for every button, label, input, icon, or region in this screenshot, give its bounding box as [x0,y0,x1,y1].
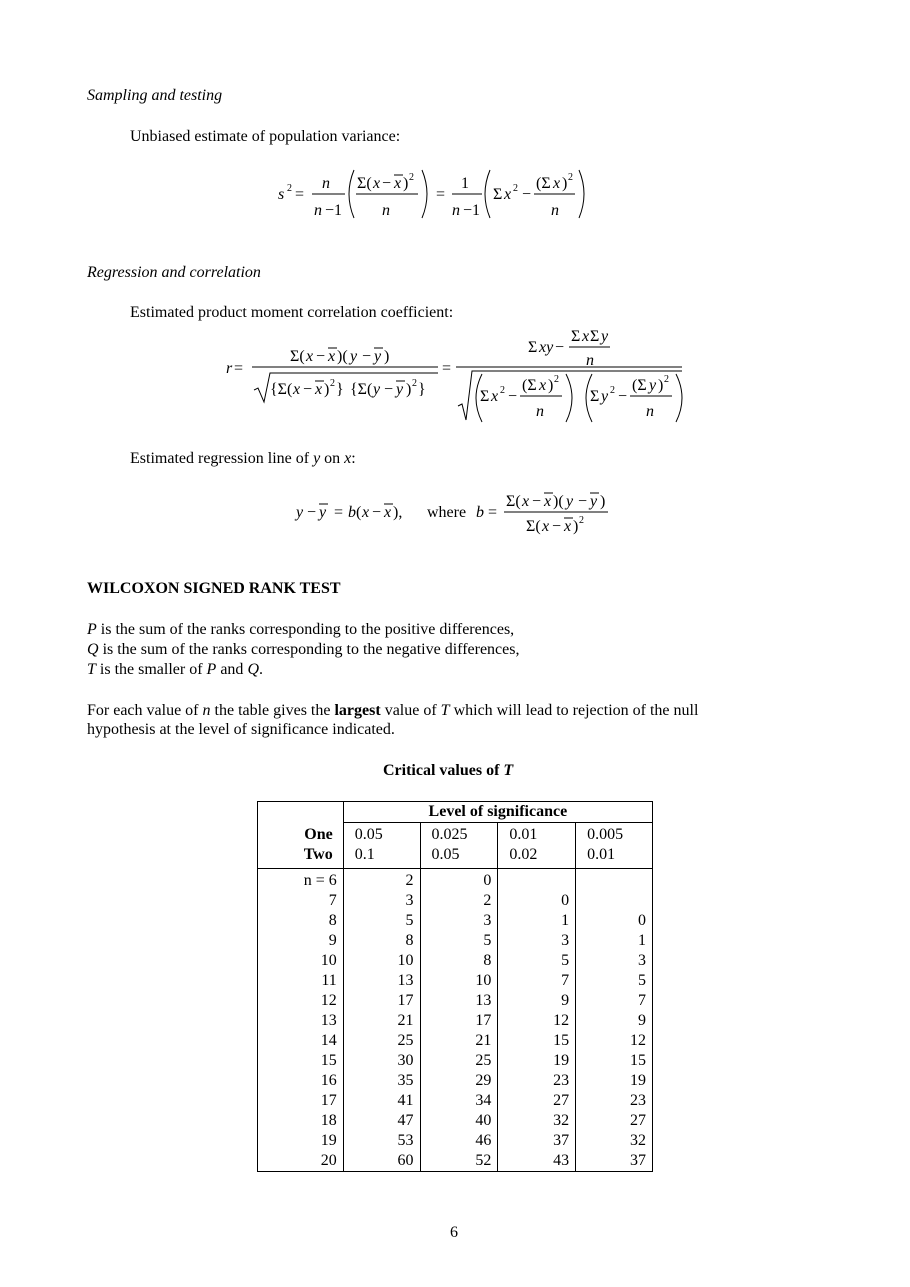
svg-text:−: − [362,348,372,365]
para-symbol-n: n [202,702,211,719]
svg-text:y: y [601,328,609,345]
svg-text:−: − [303,381,313,398]
svg-text:y: y [590,493,598,510]
svg-text:Σ: Σ [493,186,503,203]
one-tail-value: 0.01 [498,823,576,846]
critical-value-cell: 3 [343,891,420,911]
svg-text:): ) [573,518,579,535]
critical-value-cell: 34 [420,1091,498,1111]
table-row [258,1091,653,1111]
regline-intro-text: Estimated regression line of [130,450,314,467]
definition-t [87,661,263,679]
table-description-line2: hypothesis at the level of significance indicated. [87,721,395,738]
correlation-intro: Estimated product moment correlation coefficient: [130,304,454,321]
svg-text:{Σ(: {Σ( [270,381,293,398]
svg-text:n: n [646,403,654,420]
svg-text:)(: )( [553,493,564,510]
critical-value-cell: 7 [498,971,576,991]
critical-value-cell: 29 [420,1071,498,1091]
svg-text:),: ), [393,504,403,521]
two-tail-value: 0.05 [420,845,498,869]
critical-value-cell: 13 [343,971,420,991]
critical-value-cell: 12 [576,1031,653,1051]
critical-value-cell: 17 [343,991,420,1011]
critical-value-cell: 10 [420,971,498,991]
table-row [258,1071,653,1091]
table-row [258,911,653,931]
critical-value-cell: 19 [576,1071,653,1091]
critical-value-cell: 1 [576,931,653,951]
svg-text:y: y [373,381,381,398]
para-symbol-t: T [440,702,450,719]
svg-text:−: − [508,388,518,405]
regline-intro-colon: : [351,450,356,467]
regline-intro-y: y [313,450,321,467]
n-value-cell: 17 [258,1091,344,1111]
svg-text:−: − [372,504,382,521]
svg-text:2: 2 [664,374,669,385]
critical-value-cell: 35 [343,1071,420,1091]
critical-value-cell: 52 [420,1151,498,1172]
two-tail-label: Two [258,845,344,869]
svg-text:=: = [488,504,498,521]
svg-text:2: 2 [409,172,414,183]
n-value-cell: 10 [258,951,344,971]
svg-text:Σ(: Σ( [357,175,372,192]
svg-text:x: x [522,493,530,510]
svg-text:2: 2 [287,183,292,194]
table-caption [383,762,513,780]
table-row [258,1051,653,1071]
n-value-cell: 11 [258,971,344,991]
svg-text:n: n [314,202,322,219]
svg-text:): ) [403,175,409,192]
critical-value-cell: 2 [420,891,498,911]
svg-text:(Σ: (Σ [536,175,551,192]
where-label: where [427,504,467,521]
svg-text:r: r [226,360,233,377]
definition-p [87,621,514,639]
n-value-cell: 19 [258,1131,344,1151]
one-tail-value: 0.025 [420,823,498,846]
definition-p-text: is the sum of the ranks corresponding to the positive differences, [96,621,515,638]
level-of-significance-header: Level of significance [343,802,652,823]
regline-intro-x: x [344,450,352,467]
svg-text:Σ: Σ [480,388,490,405]
critical-value-cell: 32 [498,1111,576,1131]
critical-value-cell: 21 [420,1031,498,1051]
symbol-p: P [87,621,97,638]
svg-text:x: x [539,377,547,394]
critical-value-cell: 27 [498,1091,576,1111]
definition-q [87,641,519,659]
svg-text:): ) [600,493,606,510]
critical-value-cell [498,869,576,892]
svg-text:): ) [324,381,330,398]
n-value-cell: 7 [258,891,344,911]
svg-text:n: n [322,175,330,192]
variance-formula [270,166,600,222]
critical-value-cell: 0 [420,869,498,892]
n-value-cell: 8 [258,911,344,931]
svg-text:=: = [334,504,344,521]
svg-text:2: 2 [513,183,518,194]
svg-text:): ) [562,175,568,192]
svg-text:−: − [618,388,628,405]
svg-text:(Σ: (Σ [522,377,537,394]
svg-text:−: − [384,381,394,398]
table-description-line1 [87,702,698,720]
critical-value-cell: 21 [343,1011,420,1031]
critical-value-cell: 5 [343,911,420,931]
svg-text:Σ(: Σ( [526,518,541,535]
para-text-c: value of [380,702,441,719]
one-tail-value: 0.05 [343,823,420,846]
svg-text:x: x [384,504,392,521]
n-value-cell: 12 [258,991,344,1011]
svg-text:−: − [316,348,326,365]
section-title-regression: Regression and correlation [87,264,261,281]
n-value-cell: 13 [258,1011,344,1031]
critical-value-cell: 41 [343,1091,420,1111]
svg-text:2: 2 [330,378,335,389]
svg-text:Σ(: Σ( [290,348,305,365]
svg-text:−: − [578,493,588,510]
svg-text:Σ: Σ [590,328,600,345]
critical-value-cell: 37 [576,1151,653,1172]
symbol-q: Q [87,641,99,658]
definition-q-text: is the sum of the ranks corresponding to the negative differences, [98,641,520,658]
table-row [258,1011,653,1031]
svg-text:(: ( [356,504,362,521]
svg-text:{Σ(: {Σ( [350,381,373,398]
svg-text:xy: xy [539,339,554,356]
svg-text:−: − [522,186,532,203]
symbol-p-ref: P [206,661,217,678]
svg-text:−1: −1 [325,202,343,219]
critical-value-cell [576,869,653,892]
para-text-b: the table gives the [210,702,335,719]
svg-text:n: n [382,202,390,219]
critical-value-cell: 53 [343,1131,420,1151]
n-value-cell: 14 [258,1031,344,1051]
critical-value-cell: 43 [498,1151,576,1172]
svg-text:2: 2 [568,172,573,183]
svg-text:x: x [373,175,381,192]
correlation-formula [220,324,690,428]
table-row [258,1131,653,1151]
regression-formula [290,486,620,538]
svg-text:Σ: Σ [590,388,600,405]
critical-value-cell: 7 [576,991,653,1011]
table-row [258,1151,653,1172]
one-tail-label: One [258,823,344,846]
critical-value-cell: 0 [498,891,576,911]
svg-text:x: x [504,186,512,203]
critical-value-cell: 1 [498,911,576,931]
svg-text:n: n [551,202,559,219]
critical-value-cell: 15 [498,1031,576,1051]
critical-value-cell: 9 [498,991,576,1011]
svg-text:(Σ: (Σ [632,377,647,394]
critical-value-cell: 60 [343,1151,420,1172]
n-value-cell: 9 [258,931,344,951]
critical-value-cell: 12 [498,1011,576,1031]
definition-t-end: . [259,661,263,678]
svg-text:x: x [542,518,550,535]
table-row [258,931,653,951]
critical-value-cell: 23 [576,1091,653,1111]
svg-text:=: = [234,360,244,377]
svg-text:): ) [548,377,554,394]
para-text-a: For each value of [87,702,203,719]
critical-value-cell: 8 [420,951,498,971]
critical-value-cell: 15 [576,1051,653,1071]
svg-text:Σ(: Σ( [506,493,521,510]
section-title-sampling: Sampling and testing [87,87,223,104]
svg-text:): ) [658,377,664,394]
n-value-cell: 20 [258,1151,344,1172]
svg-text:n: n [586,352,594,369]
svg-text:n: n [452,202,460,219]
critical-value-cell: 19 [498,1051,576,1071]
table-row [258,951,653,971]
svg-text:−: − [307,504,317,521]
svg-text:−1: −1 [463,202,481,219]
two-tail-value: 0.01 [576,845,653,869]
critical-value-cell: 3 [498,931,576,951]
critical-value-cell: 8 [343,931,420,951]
table-caption-text: Critical values of [383,762,504,779]
svg-text:b: b [476,504,484,521]
critical-value-cell: 37 [498,1131,576,1151]
critical-value-cell [576,891,653,911]
critical-value-cell: 27 [576,1111,653,1131]
svg-text:−: − [532,493,542,510]
svg-text:y: y [350,348,358,365]
svg-text:y: y [396,381,404,398]
svg-text:): ) [406,381,412,398]
svg-text:=: = [295,186,305,203]
corner-cell [258,802,344,823]
svg-text:=: = [442,360,452,377]
table-row [258,991,653,1011]
svg-text:−: − [552,518,562,535]
para-text-d: which will lead to rejection of the null [449,702,699,719]
svg-text:x: x [544,493,552,510]
page-number: 6 [450,1224,458,1241]
svg-text:2: 2 [412,378,417,389]
svg-text:x: x [491,388,499,405]
critical-value-cell: 32 [576,1131,653,1151]
critical-value-cell: 9 [576,1011,653,1031]
table-row [258,1031,653,1051]
definition-t-text: is the smaller of [95,661,207,678]
svg-text:}: } [418,381,426,398]
para-largest: largest [334,702,381,719]
svg-text:x: x [293,381,301,398]
table-caption-t: T [503,762,514,779]
table-row [258,891,653,911]
svg-text:x: x [328,348,336,365]
critical-value-cell: 5 [576,971,653,991]
critical-value-cell: 40 [420,1111,498,1131]
svg-text:2: 2 [500,385,505,396]
critical-values-table [257,801,653,1172]
svg-text:2: 2 [579,515,584,526]
critical-value-cell: 46 [420,1131,498,1151]
svg-text:y: y [374,348,382,365]
svg-text:y: y [649,377,657,394]
svg-text:y: y [566,493,574,510]
critical-value-cell: 25 [420,1051,498,1071]
svg-text:−: − [555,339,565,356]
one-tail-value: 0.005 [576,823,653,846]
svg-text:1: 1 [461,175,469,192]
variance-intro: Unbiased estimate of population variance: [130,128,401,145]
svg-text:n: n [536,403,544,420]
critical-value-cell: 3 [420,911,498,931]
critical-value-cell: 25 [343,1031,420,1051]
two-tail-value: 0.1 [343,845,420,869]
critical-value-cell: 0 [576,911,653,931]
svg-text:)(: )( [337,348,348,365]
critical-value-cell: 5 [420,931,498,951]
regline-intro [130,450,356,468]
svg-text:Σ: Σ [528,339,538,356]
svg-text:2: 2 [554,374,559,385]
n-value-cell: 18 [258,1111,344,1131]
wilcoxon-heading: WILCOXON SIGNED RANK TEST [87,580,341,597]
svg-text:x: x [306,348,314,365]
svg-text:): ) [384,348,390,365]
svg-text:y: y [601,388,609,405]
table-row [258,1111,653,1131]
definition-t-and: and [216,661,248,678]
svg-text:x: x [553,175,561,192]
n-value-cell: n = 6 [258,869,344,892]
critical-value-cell: 47 [343,1111,420,1131]
n-value-cell: 16 [258,1071,344,1091]
critical-value-cell: 13 [420,991,498,1011]
svg-text:x: x [362,504,370,521]
svg-text:x: x [582,328,590,345]
table-row [258,971,653,991]
svg-text:Σ: Σ [571,328,581,345]
symbol-t: T [87,661,96,678]
table-row [258,869,653,892]
critical-value-cell: 5 [498,951,576,971]
critical-value-cell: 17 [420,1011,498,1031]
two-tail-value: 0.02 [498,845,576,869]
svg-text:=: = [436,186,446,203]
regline-intro-on: on [320,450,345,467]
svg-text:x: x [315,381,323,398]
svg-text:2: 2 [610,385,615,396]
svg-text:y: y [319,504,327,521]
symbol-q-ref: Q [247,661,259,678]
critical-value-cell: 3 [576,951,653,971]
svg-text:b: b [348,504,356,521]
critical-value-cell: 2 [343,869,420,892]
svg-text:x: x [394,175,402,192]
critical-value-cell: 23 [498,1071,576,1091]
svg-text:}: } [336,381,344,398]
critical-value-cell: 30 [343,1051,420,1071]
critical-value-cell: 10 [343,951,420,971]
n-value-cell: 15 [258,1051,344,1071]
svg-text:x: x [564,518,572,535]
svg-text:−: − [382,175,392,192]
svg-text:y: y [296,504,304,521]
svg-text:s: s [278,186,285,203]
